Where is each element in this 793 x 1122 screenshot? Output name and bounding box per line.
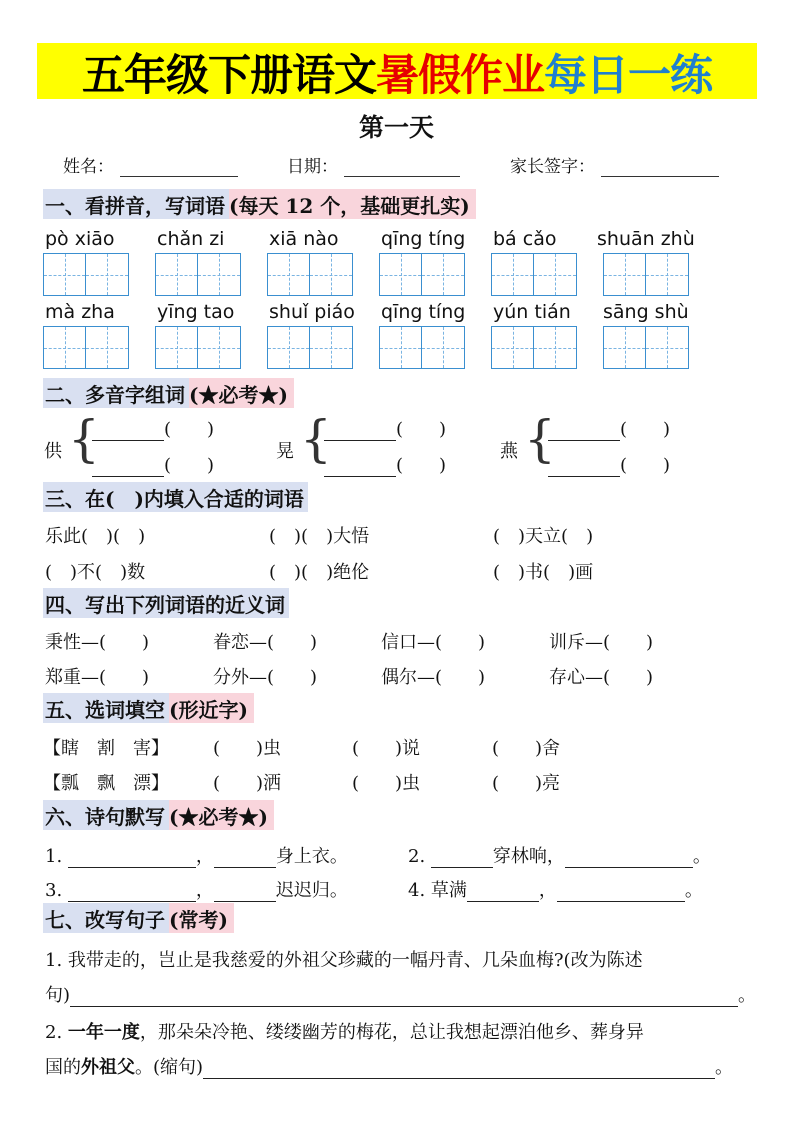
section-1-title: 一、看拼音，写词语 xyxy=(43,189,229,219)
title-part-daily: 每日一练 xyxy=(544,50,712,101)
pinyin-8: yīng tao xyxy=(157,301,235,323)
section-1-header xyxy=(43,189,476,219)
pinyin-10: qīng tíng xyxy=(381,301,466,323)
writing-grid-7[interactable] xyxy=(43,326,129,369)
rewrite-answer-1[interactable]: 句) 。 xyxy=(45,985,757,1006)
idiom-5[interactable]: ( )( )绝伦 xyxy=(269,562,370,583)
section-6-title: 六、诗句默写 xyxy=(43,800,169,830)
sign-line[interactable] xyxy=(601,159,719,177)
pinyin-11: yún tián xyxy=(493,301,571,323)
section-5-title: 五、选词填空 xyxy=(43,693,169,723)
poem-question-3[interactable]: 3. ， 迟迟归。 xyxy=(45,880,348,901)
writing-grid-3[interactable] xyxy=(267,253,353,296)
date-label: 日期： xyxy=(287,157,338,177)
section-6-tag: (★必考★) xyxy=(169,800,274,830)
synonym-2[interactable]: 眷恋—( ) xyxy=(213,632,318,653)
choice-options-1: 【瞎 割 害】 xyxy=(43,738,169,759)
writing-grid-12[interactable] xyxy=(603,326,689,369)
sign-label: 家长签字： xyxy=(510,157,595,177)
polyphone-2-blank-a[interactable]: ( ) xyxy=(324,415,446,441)
idiom-4[interactable]: ( )不( )数 xyxy=(45,562,146,583)
section-2-header xyxy=(43,378,294,408)
section-7-header xyxy=(43,903,234,933)
polyphone-1-blank-b[interactable]: ( ) xyxy=(92,451,214,477)
writing-grid-2[interactable] xyxy=(155,253,241,296)
title-part-homework: 暑假作业 xyxy=(376,50,544,101)
section-4-title: 四、写出下列词语的近义词 xyxy=(43,588,289,618)
name-line[interactable] xyxy=(120,159,238,177)
pinyin-4: qīng tíng xyxy=(381,228,466,250)
brace-3: { xyxy=(524,410,556,468)
writing-grid-8[interactable] xyxy=(155,326,241,369)
writing-grid-6[interactable] xyxy=(603,253,689,296)
choice-blank-1[interactable]: ( )虫 xyxy=(213,738,282,759)
pinyin-3: xiā nào xyxy=(269,228,339,250)
section-5-header xyxy=(43,693,254,723)
date-line[interactable] xyxy=(344,159,460,177)
idiom-3[interactable]: ( )天立( ) xyxy=(493,526,594,547)
pinyin-7: mà zha xyxy=(45,301,115,323)
pinyin-12: sāng shù xyxy=(603,301,689,323)
writing-grid-10[interactable] xyxy=(379,326,465,369)
section-7-tag: (常考) xyxy=(169,903,234,933)
synonym-7[interactable]: 偶尔—( ) xyxy=(381,667,486,688)
section-6-header xyxy=(43,800,274,830)
pinyin-9: shuǐ piáo xyxy=(269,301,355,323)
day-title: 第一天 xyxy=(358,113,434,142)
choice-blank-3[interactable]: ( )舍 xyxy=(492,738,561,759)
choice-options-2: 【瓢 飘 漂】 xyxy=(43,773,169,794)
section-3-header xyxy=(43,482,308,512)
pinyin-5: bá cǎo xyxy=(493,228,557,250)
section-2-tag: (★必考★) xyxy=(189,378,294,408)
idiom-6[interactable]: ( )书( )画 xyxy=(493,562,594,583)
rewrite-question-2: 2. 一年一度，那朵朵冷艳、缕缕幽芳的梅花，总让我想起漂泊他乡、葬身异 xyxy=(45,1022,644,1043)
sign-field[interactable] xyxy=(510,152,719,177)
section-5-tag: (形近字) xyxy=(169,693,254,723)
polyphone-char-3: 燕 xyxy=(500,441,518,462)
section-2-title: 二、多音字组词 xyxy=(43,378,189,408)
poem-question-1[interactable]: 1. ， 身上衣。 xyxy=(45,846,348,867)
synonym-4[interactable]: 训斥—( ) xyxy=(549,632,654,653)
polyphone-char-2: 晃 xyxy=(276,441,294,462)
brace-1: { xyxy=(68,410,100,468)
synonym-5[interactable]: 郑重—( ) xyxy=(45,667,150,688)
writing-grid-4[interactable] xyxy=(379,253,465,296)
writing-grid-1[interactable] xyxy=(43,253,129,296)
synonym-1[interactable]: 秉性—( ) xyxy=(45,632,150,653)
section-7-title: 七、改写句子 xyxy=(43,903,169,933)
synonym-3[interactable]: 信口—( ) xyxy=(381,632,486,653)
poem-question-4[interactable]: 4. 草满 ， 。 xyxy=(408,880,703,901)
writing-grid-5[interactable] xyxy=(491,253,577,296)
synonym-8[interactable]: 存心—( ) xyxy=(549,667,654,688)
choice-blank-4[interactable]: ( )洒 xyxy=(213,773,282,794)
choice-blank-5[interactable]: ( )虫 xyxy=(352,773,421,794)
name-field[interactable] xyxy=(63,152,238,177)
poem-question-2[interactable]: 2. 穿林响， 。 xyxy=(408,846,711,867)
writing-grid-11[interactable] xyxy=(491,326,577,369)
rewrite-question-1: 1. 我带走的，岂止是我慈爱的外祖父珍藏的一幅丹青、几朵血梅?(改为陈述 xyxy=(45,950,643,971)
section-3-title: 三、在( )内填入合适的词语 xyxy=(43,482,308,512)
rewrite-answer-2[interactable]: 国的外祖父。(缩句) 。 xyxy=(45,1057,734,1078)
brace-2: { xyxy=(300,410,332,468)
idiom-2[interactable]: ( )( )大悟 xyxy=(269,526,370,547)
page-title xyxy=(37,44,757,100)
name-label: 姓名： xyxy=(63,157,114,177)
writing-grid-9[interactable] xyxy=(267,326,353,369)
synonym-6[interactable]: 分外—( ) xyxy=(213,667,318,688)
title-part-grade: 五年级下册语文 xyxy=(82,50,376,101)
pinyin-2: chǎn zi xyxy=(157,228,225,250)
polyphone-1-blank-a[interactable]: ( ) xyxy=(92,415,214,441)
date-field[interactable] xyxy=(287,152,460,177)
polyphone-3-blank-b[interactable]: ( ) xyxy=(548,451,670,477)
polyphone-2-blank-b[interactable]: ( ) xyxy=(324,451,446,477)
choice-blank-6[interactable]: ( )亮 xyxy=(492,773,561,794)
pinyin-6: shuān zhù xyxy=(597,228,695,250)
section-4-header xyxy=(43,588,289,618)
polyphone-3-blank-a[interactable]: ( ) xyxy=(548,415,670,441)
pinyin-1: pò xiāo xyxy=(45,228,115,250)
polyphone-char-1: 供 xyxy=(44,441,62,462)
idiom-1[interactable]: 乐此( )( ) xyxy=(45,526,146,547)
section-1-tag: (每天 12 个，基础更扎实) xyxy=(229,189,476,219)
choice-blank-2[interactable]: ( )说 xyxy=(352,738,421,759)
